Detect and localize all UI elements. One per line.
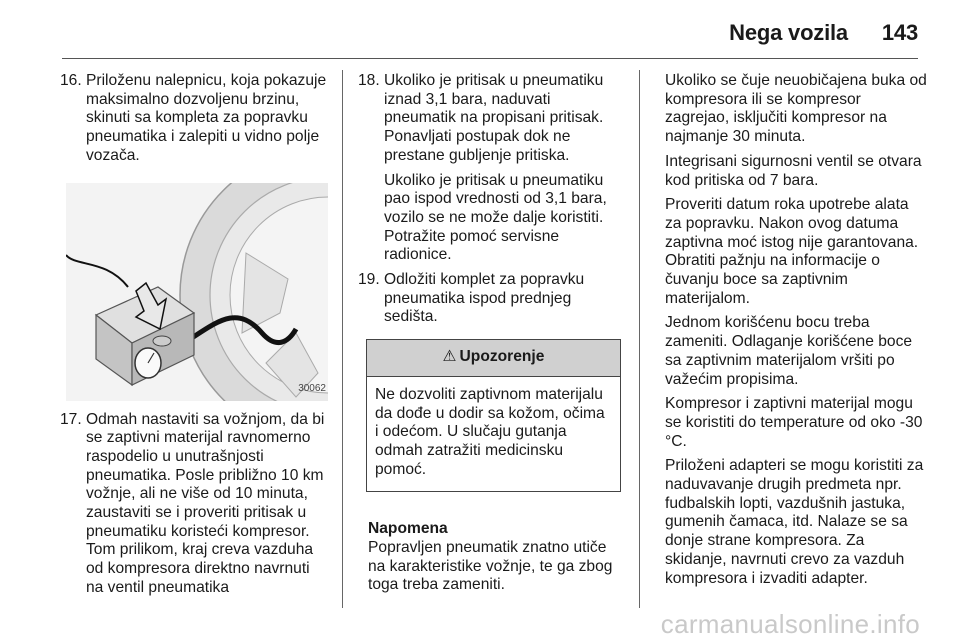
figure-code: 30062 — [298, 382, 326, 394]
step-16 — [60, 72, 330, 166]
step-number: 19. — [358, 271, 380, 289]
step-text: Odložiti komplet za popravku pneumatika ispod prednjeg sedišta. — [384, 271, 585, 326]
step-number: 17. — [60, 410, 82, 428]
column-divider-1 — [342, 70, 343, 608]
page-header — [729, 20, 918, 46]
compressor-tire-drawing — [66, 183, 328, 401]
warning-title: ⚠ Upozorenje — [367, 340, 620, 377]
step-18 — [358, 72, 623, 265]
paragraph: Ukoliko se čuje neuobičajena buka od kompresora ili se kompresor zagrejao, isključiti kompresor na najmanje 30 minuta. — [665, 72, 927, 146]
step-text: Priloženu nalepnicu, koja pokazuje maksimalno dozvoljenu brzinu, skinuti sa kompleta za popravku pneumatika i zalepiti u vidno polje vozača. — [86, 72, 327, 164]
column-3 — [665, 72, 927, 594]
step-text: Odmah nastaviti sa vožnjom, da bi se zaptivni materijal ravnomerno raspodelio u unutrašnjosti pneumatika. Posle približno 10 km vožnje, ali ne više od 10 minuta, zaustaviti se i proveriti pritisak u pneumatiku koristeći kompresor. Tom prilikom, kraj creva vazduha od kompresora direktno navrnuti na ventil pneumatika — [86, 410, 325, 596]
column-2 — [358, 72, 623, 595]
step-text-continued: Ukoliko je pritisak u pneumatiku pao ispod vrednosti od 3,1 bara, vozilo se ne može dalje koristiti. Potražite pomoć servisne radionice. — [384, 171, 607, 264]
column-divider-2 — [639, 70, 640, 608]
paragraph: Integrisani sigurnosni ventil se otvara kod pritiska od 7 bara. — [665, 152, 922, 189]
note-body: Popravljen pneumatik znatno utiče na karakteristike vožnje, te ga zbog toga treba zameniti. — [368, 539, 613, 594]
paragraph: Proveriti datum roka upotrebe alata za popravku. Nakon ovog datuma zaptivna moć istog nije garantovana. Obratiti pažnju na informacije o čuvanju boce sa zaptivnim materijalom. — [665, 196, 919, 307]
paragraph: Jednom korišćenu bocu treba zameniti. Odlaganje korišćene boce sa zaptivnim materijalom vršiti po važećim propisima. — [665, 314, 913, 388]
step-text: Ukoliko je pritisak u pneumatiku iznad 3,1 bara, naduvati pneumatik na propisani pritisak. Ponavljati postupak dok ne prestane gubljenje pritiska. — [384, 72, 604, 164]
note-title: Napomena — [368, 520, 448, 538]
step-number: 16. — [60, 72, 82, 89]
step-19 — [358, 271, 623, 327]
compressor-illustration — [66, 183, 328, 401]
watermark: carmanualsonline.info — [660, 609, 920, 639]
paragraph: Kompresor i zaptivni materijal mogu se koristiti do temperature od oko -30 °C. — [665, 395, 923, 450]
step-17 — [60, 411, 330, 598]
warning-triangle-icon: ⚠ — [442, 348, 457, 366]
section-title: Nega vozila — [729, 20, 848, 45]
note-block — [368, 520, 623, 595]
warning-box — [366, 339, 621, 492]
column-1 — [60, 72, 330, 598]
step-number: 18. — [358, 72, 380, 89]
header-rule — [62, 58, 918, 59]
page-number: 143 — [881, 20, 918, 45]
warning-body: Ne dozvoliti zaptivnom materijalu da dođe u dodir sa kožom, očima i odećom. U slučaju gutanja odmah zatražiti medicinsku pomoć. — [375, 385, 605, 478]
paragraph: Priloženi adapteri se mogu koristiti za naduvavanje drugih predmeta npr. fudbalskih lopti, vazdušnih jastuka, gumenih čamaca, itd. Nalaze se sa donje strane kompresora. Za skidanje, navrnuti crevo za vazduh kompresora i izvaditi adapter. — [665, 457, 924, 587]
